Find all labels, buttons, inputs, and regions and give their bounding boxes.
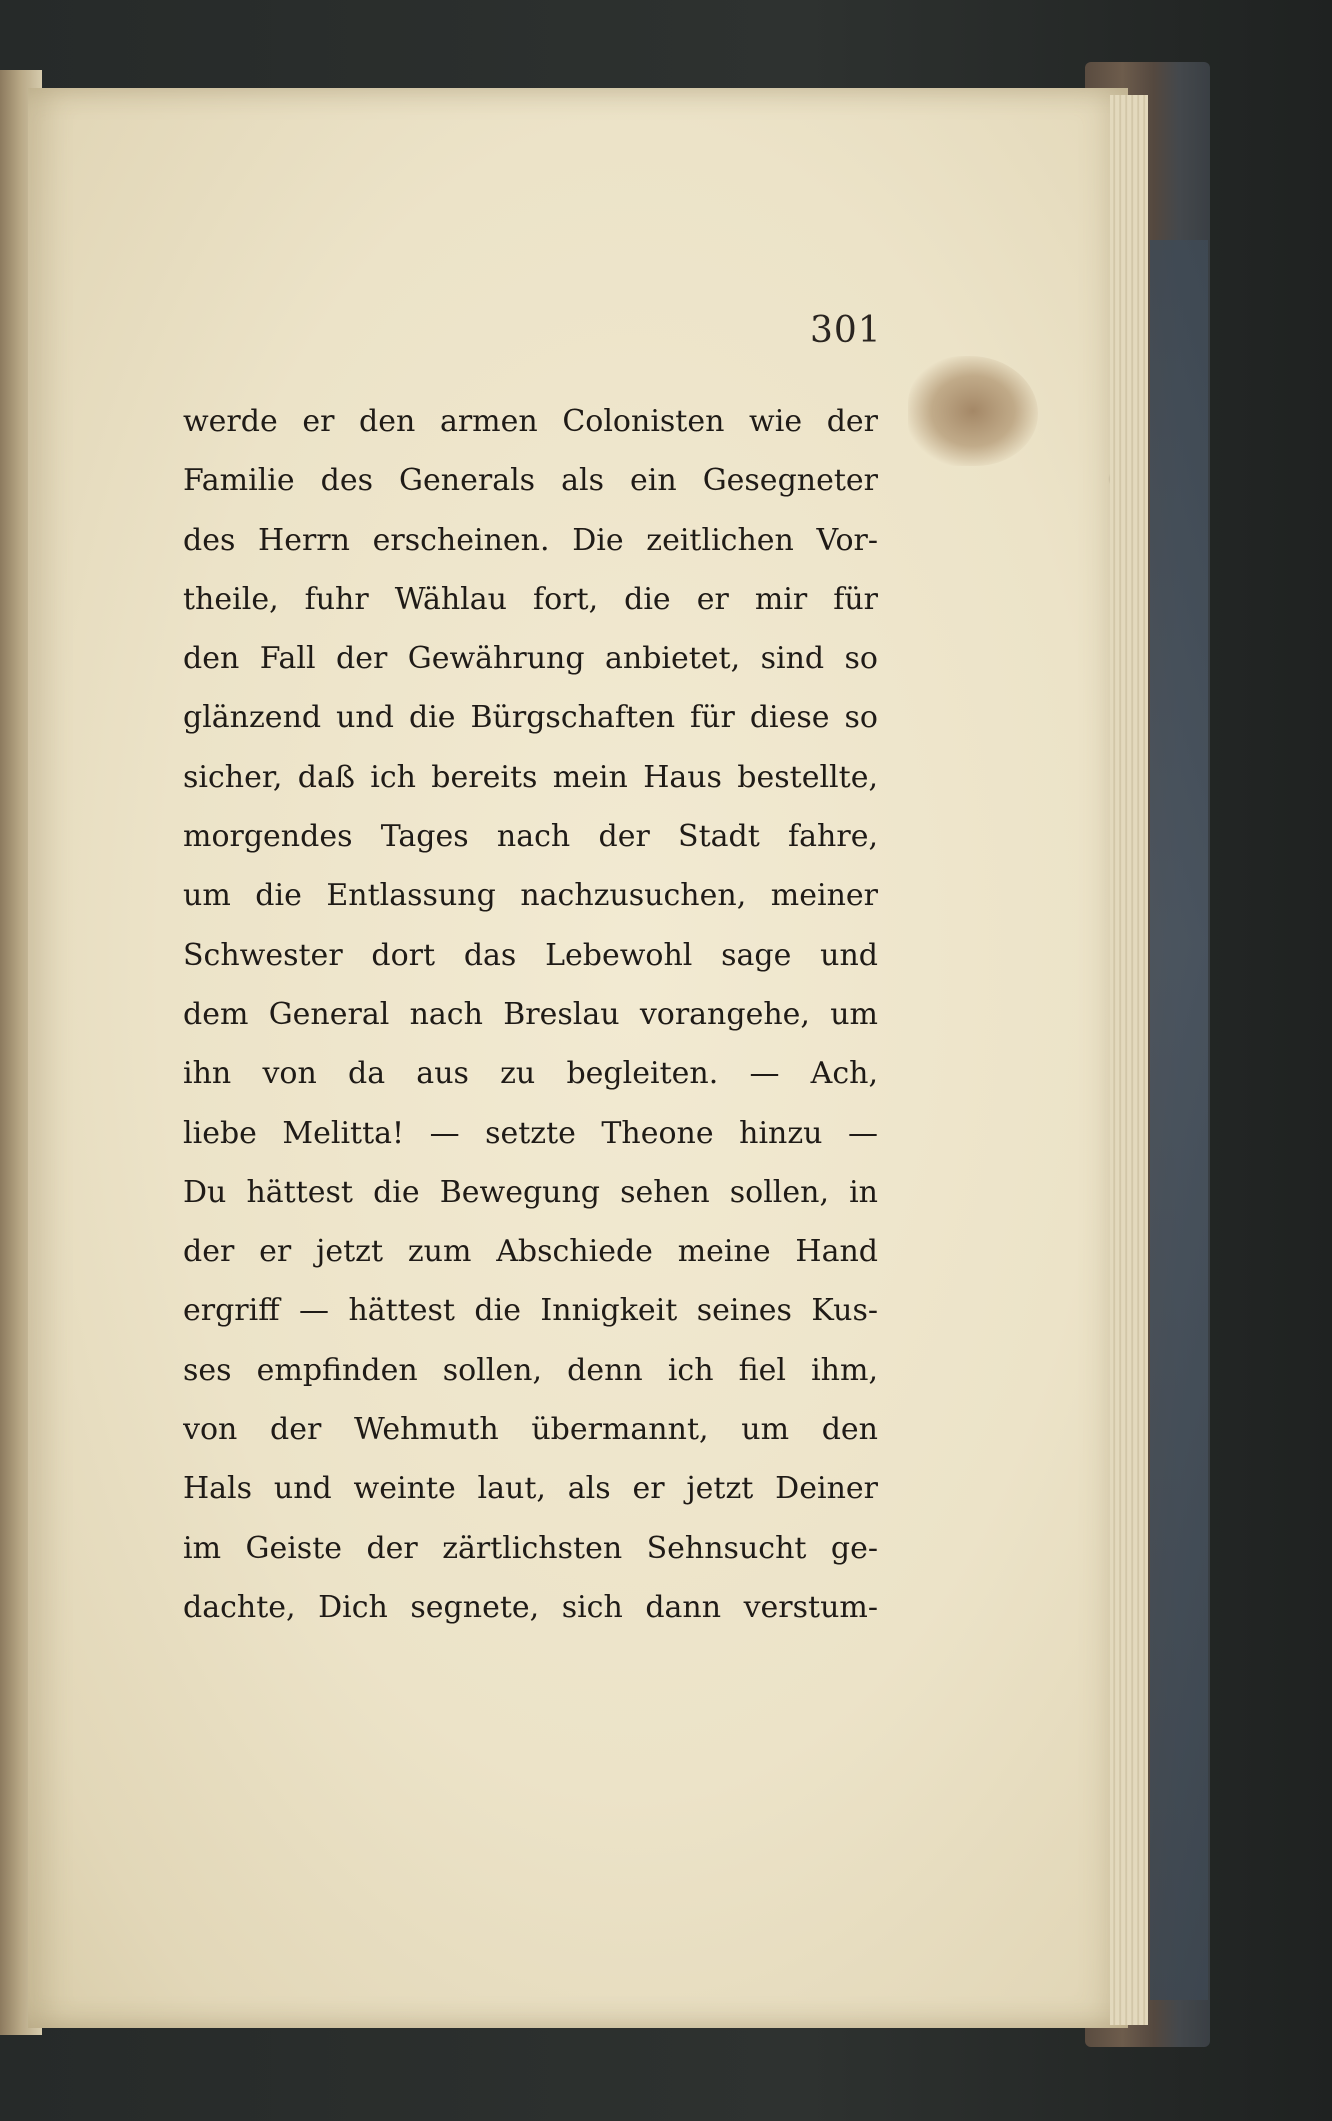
text-line: morgendes Tages nach der Stadt fahre,	[183, 819, 878, 855]
binding-cloth	[1150, 240, 1208, 2000]
page-stain	[908, 356, 1038, 466]
text-line: Hals und weinte laut, als er jetzt Deiner	[183, 1471, 878, 1507]
text-line: Du hättest die Bewegung sehen sollen, in	[183, 1174, 878, 1210]
text-line: der er jetzt zum Abschiede meine Hand	[183, 1234, 878, 1270]
text-line: dachte, Dich segnete, sich dann verstum-	[183, 1589, 878, 1625]
text-line: ses empfinden sollen, denn ich fiel ihm,	[183, 1352, 878, 1388]
text-line: dem General nach Breslau vorangehe, um	[183, 996, 878, 1032]
page-number: 301	[810, 310, 882, 351]
page-stack-edge	[1110, 95, 1148, 2025]
text-line: des Herrn erscheinen. Die zeitlichen Vor-	[183, 522, 878, 558]
body-text	[183, 392, 878, 1637]
text-line: ihn von da aus zu begleiten. — Ach,	[183, 1056, 878, 1092]
text-line: werde er den armen Colonisten wie der	[183, 404, 878, 439]
text-line: von der Wehmuth übermannt, um den	[183, 1412, 878, 1448]
text-line: glänzend und die Bürgschaften für diese so	[183, 700, 878, 736]
text-line: liebe Melitta! — setzte Theone hinzu —	[183, 1115, 878, 1151]
text-line: ergriff — hättest die Innigkeit seines Kus-	[183, 1293, 878, 1329]
text-line: theile, fuhr Wählau fort, die er mir für	[183, 581, 878, 617]
text-line: Familie des Generals als ein Gesegneter	[183, 463, 878, 499]
text-line: den Fall der Gewährung anbietet, sind so	[183, 641, 878, 677]
text-line: Schwester dort das Lebewohl sage und	[183, 937, 878, 973]
text-line: sicher, daß ich bereits mein Haus bestellte,	[183, 759, 878, 795]
text-line: um die Entlassung nachzusuchen, meiner	[183, 878, 878, 914]
text-line: im Geiste der zärtlichsten Sehnsucht ge-	[183, 1530, 878, 1566]
